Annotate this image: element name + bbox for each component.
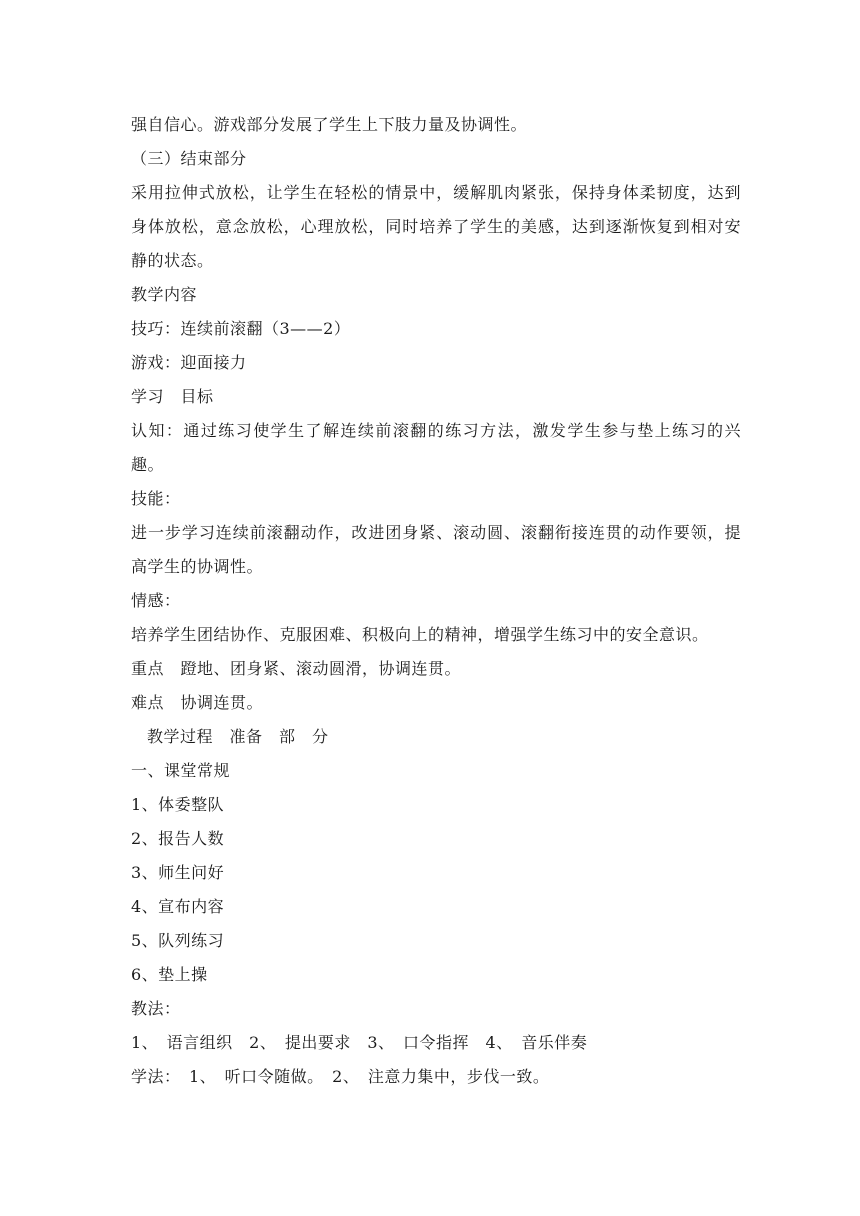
heading-teaching-process: 教学过程 准备 部 分	[147, 727, 329, 746]
paragraph-confidence: 强自信心。游戏部分发展了学生上下肢力量及协调性。	[131, 115, 528, 134]
heading-learning-goals: 学习 目标	[131, 387, 214, 406]
heading-teaching-content: 教学内容	[131, 285, 198, 304]
document-body	[131, 108, 741, 1094]
key-points: 重点 蹬地、团身紧、滚动圆滑，协调连贯。	[131, 659, 462, 678]
routine-item-3: 3、师生问好	[131, 863, 225, 882]
routine-item-2: 2、报告人数	[131, 829, 225, 848]
goal-cognition: 认知：通过练习使学生了解连续前滚翻的练习方法，激发学生参与垫上练习的兴趣。	[131, 421, 741, 474]
teaching-method-list: 1、 语言组织 2、 提出要求 3、 口令指挥 4、 音乐伴奏	[131, 1033, 588, 1052]
goal-emotion-text: 培养学生团结协作、克服困难、积极向上的精神，增强学生练习中的安全意识。	[131, 625, 709, 644]
goal-emotion-label: 情感：	[131, 591, 181, 610]
teaching-method-label: 教法：	[131, 999, 181, 1018]
heading-class-routine: 一、课堂常规	[131, 761, 231, 780]
goal-skill-label: 技能：	[131, 489, 181, 508]
content-game: 游戏：迎面接力	[131, 353, 247, 372]
routine-item-6: 6、垫上操	[131, 965, 208, 984]
section-heading-ending: （三）结束部分	[131, 149, 247, 168]
routine-item-1: 1、体委整队	[131, 795, 225, 814]
difficult-points: 难点 协调连贯。	[131, 693, 264, 712]
routine-item-4: 4、宣布内容	[131, 897, 225, 916]
goal-skill-text: 进一步学习连续前滚翻动作，改进团身紧、滚动圆、滚翻衔接连贯的动作要领，提高学生的协调性。	[131, 523, 741, 576]
learning-method-list: 学法： 1、 听口令随做。 2、 注意力集中，步伐一致。	[131, 1067, 550, 1086]
routine-item-5: 5、队列练习	[131, 931, 225, 950]
content-skill: 技巧：连续前滚翻（3——2）	[131, 319, 351, 338]
paragraph-stretch-relax: 采用拉伸式放松，让学生在轻松的情景中，缓解肌肉紧张，保持身体柔韧度，达到身体放松，意念放松，心理放松，同时培养了学生的美感，达到逐渐恢复到相对安静的状态。	[131, 183, 741, 270]
